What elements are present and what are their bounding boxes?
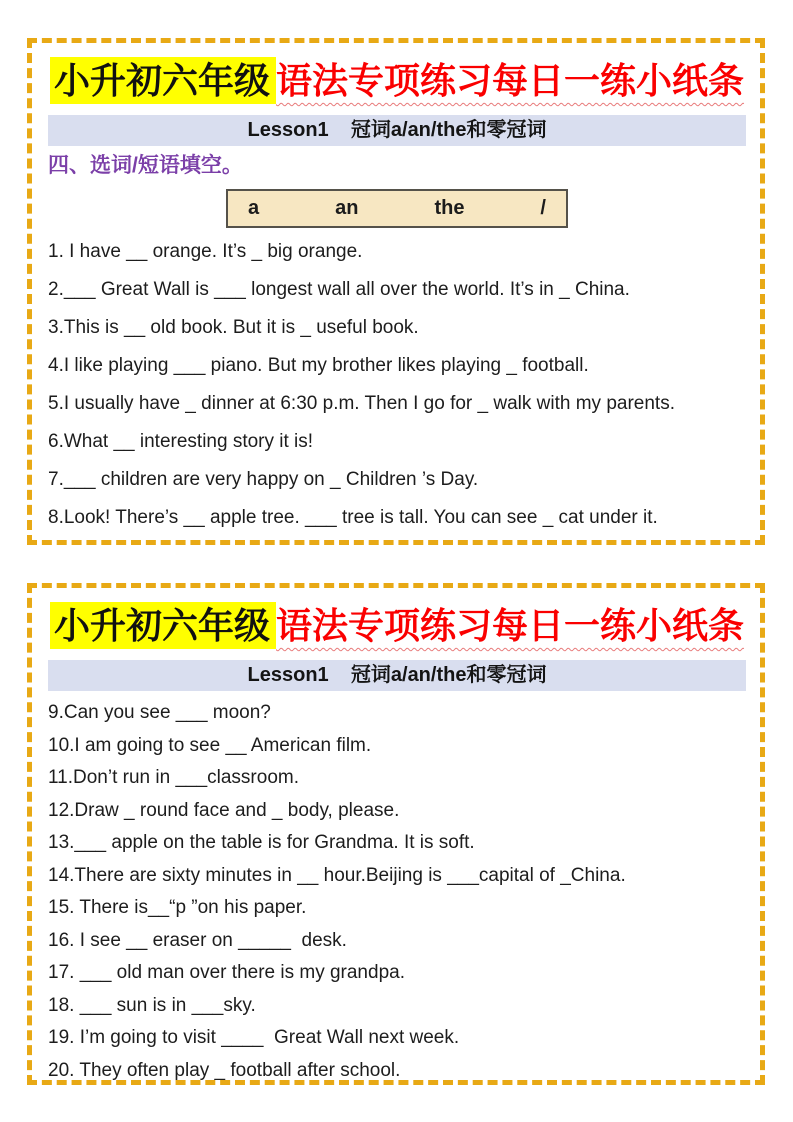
question: 3.This is __ old book. But it is _ useful book. [48,317,419,338]
title-red-text: 语法专项练习每日一练小纸条 [276,605,745,646]
lesson-header: Lesson1 冠词a/an/the和零冠词 [48,115,746,146]
worksheet-card-top [27,38,765,545]
question: 12.Draw _ round face and _ body, please. [48,799,400,821]
question: 2.___ Great Wall is ___ longest wall all over the world. It’s in _ China. [48,279,630,300]
question: 18. ___ sun is in ___sky. [48,994,256,1016]
question: 19. I’m going to visit ____ Great Wall next week. [48,1027,460,1048]
word-bank-option: / [540,197,546,219]
section-heading: 四、选词/短语填空。 [48,154,243,177]
question-list-2 [48,697,746,1085]
question: 11.Don’t run in ___classroom. [48,767,299,788]
page-title-2 [48,600,746,652]
question: 5.I usually have _ dinner at 6:30 p.m. Then I go for _ walk with my parents. [48,393,675,414]
title-highlight-text: 小升初六年级 [50,57,276,104]
question: 1. I have __ orange. It’s _ big orange. [48,241,363,262]
page-title [48,55,746,107]
word-bank-option: a [248,197,260,219]
question: 14.There are sixty minutes in __ hour.Beijing is ___capital of _China. [48,864,626,886]
question-list-1 [48,233,746,537]
question: 4.I like playing ___ piano. But my brother likes playing _ football. [48,355,589,376]
title-red-text: 语法专项练习每日一练小纸条 [276,60,745,101]
question: 16. I see __ eraser on _____ desk. [48,929,347,951]
lesson-header: Lesson1 冠词a/an/the和零冠词 [48,660,746,691]
question: 10.I am going to see __ American film. [48,734,372,756]
question: 7.___ children are very happy on _ Children ’s Day. [48,469,479,490]
question: 20. They often play _ football after school. [48,1059,401,1081]
question: 9.Can you see ___ moon? [48,702,271,723]
word-bank-option: the [434,197,465,219]
question: 6.What __ interesting story it is! [48,431,314,452]
question: 8.Look! There’s __ apple tree. ___ tree is tall. You can see _ cat under it. [48,507,658,528]
question: 15. There is__“p ”on his paper. [48,897,307,918]
question: 13.___ apple on the table is for Grandma. It is soft. [48,832,475,853]
title-highlight-text: 小升初六年级 [50,602,276,649]
question: 17. ___ old man over there is my grandpa. [48,962,405,983]
worksheet-card-bottom [27,583,765,1085]
word-bank-option: an [335,197,359,219]
word-bank [226,189,568,228]
